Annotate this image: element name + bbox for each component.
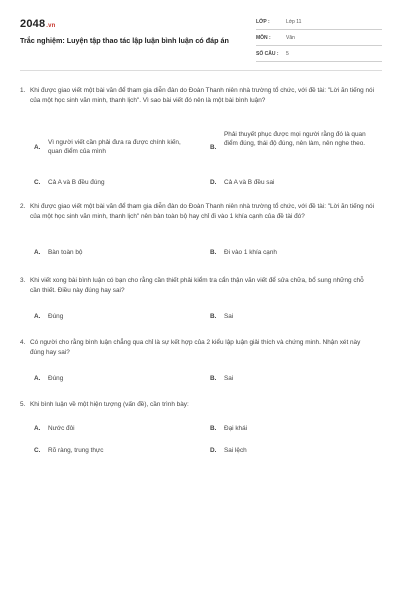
meta-info <box>256 16 382 64</box>
option-text: Đúng <box>48 313 64 320</box>
option-letter: A. <box>34 249 41 256</box>
question-number: 3. <box>20 277 26 284</box>
meta-row-count <box>256 48 382 62</box>
option-letter: B. <box>210 313 217 320</box>
option-text: Sai <box>224 313 234 320</box>
option-letter: B. <box>210 249 217 256</box>
option-text: Phải thuyết phục được mọi người rằng đó là quan điểm đúng, thái độ đúng, nên làm, nên nghe theo. <box>224 131 366 147</box>
option-letter: A. <box>34 313 41 320</box>
meta-key: SỐ CÂU : <box>256 51 279 57</box>
question-3 <box>20 276 382 326</box>
meta-row-subject <box>256 32 382 46</box>
question-text: Khi được giao viết một bài văn để tham gia diễn đàn do Đoàn Thanh niên nhà trường tổ chức, với đề tài: "Lời ăn tiếng nói của một học sinh văn minh, thanh lịch". Vì sao bài viết đó nên là một bài bình luận? <box>30 87 375 104</box>
question-5 <box>20 400 382 460</box>
option-letter: A. <box>34 144 41 151</box>
question-2 <box>20 202 382 262</box>
question-number: 1. <box>20 87 26 94</box>
meta-key: MÔN : <box>256 35 271 41</box>
option-letter: B. <box>210 425 217 432</box>
logo-suffix: .vn <box>46 23 56 29</box>
option-text: Đi vào 1 khía cạnh <box>224 249 277 256</box>
site-logo[interactable] <box>20 18 56 30</box>
option-letter: B. <box>210 375 217 382</box>
meta-value: 5 <box>286 51 289 57</box>
meta-row-class <box>256 16 382 30</box>
option-letter: C. <box>34 179 41 186</box>
question-number: 2. <box>20 203 26 210</box>
question-number: 5. <box>20 401 26 408</box>
option-text: Đại khái <box>224 425 248 432</box>
question-4 <box>20 338 382 388</box>
header <box>20 16 382 64</box>
question-text: Có người cho rằng bình luận chẳng qua chỉ là sự kết hợp của 2 kiểu lập luận giải thích và chứng minh. Nhận xét này đúng hay sai? <box>30 339 361 356</box>
option-text: Sai lệch <box>224 447 247 454</box>
option-text: Đúng <box>48 375 64 382</box>
meta-value: Văn <box>286 35 295 41</box>
meta-value: Lớp 11 <box>286 19 302 25</box>
option-text: Bàn toàn bộ <box>48 249 83 256</box>
header-divider <box>20 70 382 71</box>
option-text: Nước đôi <box>48 425 75 432</box>
option-letter: D. <box>210 447 217 454</box>
option-letter: B. <box>210 144 217 151</box>
option-letter: D. <box>210 179 217 186</box>
option-text: Cả A và B đều sai <box>224 179 275 186</box>
page-title: Trắc nghiệm: Luyện tập thao tác lập luận bình luận có đáp án <box>20 36 229 45</box>
question-number: 4. <box>20 339 26 346</box>
question-text: Khi được giao viết một bài văn để tham gia diễn đàn do Đoàn Thanh niên nhà trường tổ chức, với đề tài: "Lời ăn tiếng nói của một học sinh văn minh, thanh lịch" nên bàn toàn bộ hay chỉ đi vào 1 khía cạnh của đề tài đó? <box>30 203 375 220</box>
option-letter: C. <box>34 447 41 454</box>
option-letter: A. <box>34 425 41 432</box>
option-text: Rõ ràng, trung thực <box>48 447 104 454</box>
option-text: Cả A và B đều đúng <box>48 179 105 186</box>
worksheet-page <box>8 4 392 596</box>
option-text: Vì người viết cần phải đưa ra được chính kiến, quan điểm của mình <box>48 139 181 155</box>
question-1 <box>20 86 382 196</box>
question-text: Khi bình luận về một hiện tượng (vấn đề), cần trình bày: <box>30 401 189 408</box>
meta-key: LỚP : <box>256 19 270 25</box>
option-text: Sai <box>224 375 234 382</box>
option-letter: A. <box>34 375 41 382</box>
question-text: Khi viết xong bài bình luận có bạn cho rằng cần thiết phải kiểm tra cẩn thận văn viết để sửa chữa, bổ sung những chỗ cần thiết. Điều này đúng hay sai? <box>30 277 364 294</box>
logo-main: 2048 <box>20 18 46 30</box>
